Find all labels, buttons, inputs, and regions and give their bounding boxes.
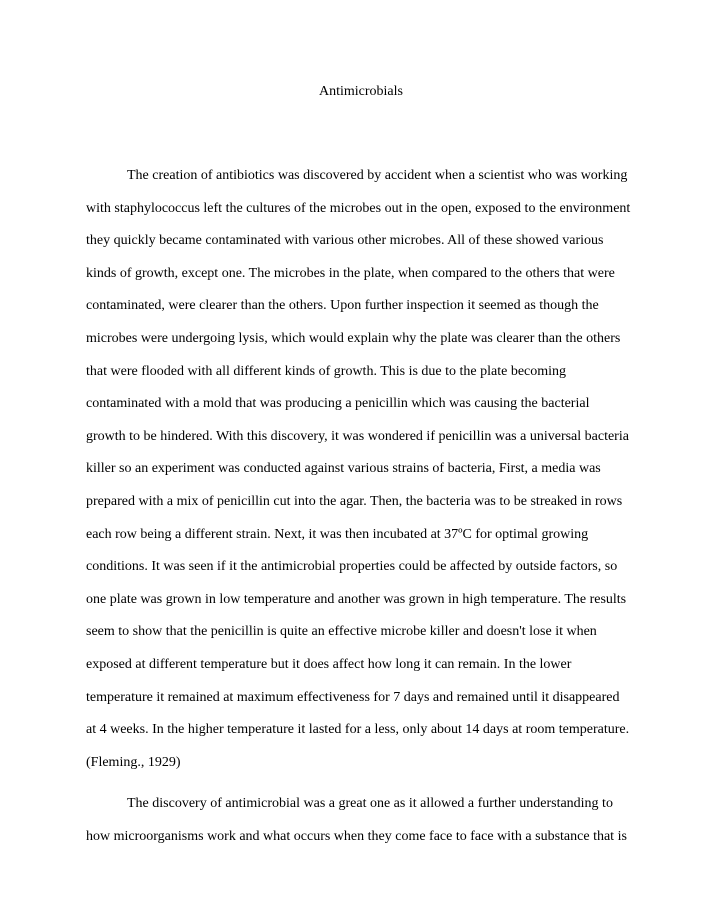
paragraph-line: how microorganisms work and what occurs when they come face to face with a substance that is <box>86 828 627 844</box>
paragraph-line: The discovery of antimicrobial was a great one as it allowed a further understanding to <box>127 796 613 811</box>
paragraph-line: that were flooded with all different kinds of growth. This is due to the plate becoming <box>86 363 567 379</box>
paragraph-line: kinds of growth, except one. The microbes in the plate, when compared to the others that were <box>86 265 615 281</box>
paragraph-line: prepared with a mix of penicillin cut into the agar. Then, the bacteria was to be streaked in rows <box>86 493 623 509</box>
paragraph-line: growth to be hindered. With this discovery, it was wondered if penicillin was a universal bacteria <box>86 428 629 444</box>
paragraph-line: seem to show that the penicillin is quite an effective microbe killer and doesn't lose it when <box>86 624 597 640</box>
paragraph-line: contaminated with a mold that was producing a penicillin which was causing the bacterial <box>86 396 590 412</box>
paragraph-line: The creation of antibiotics was discovered by accident when a scientist who was working <box>127 168 628 183</box>
paragraph-line: contaminated, were clearer than the others. Upon further inspection it seemed as though the <box>86 298 599 314</box>
paragraph-line: exposed at different temperature but it does affect how long it can remain. In the lower <box>86 656 572 672</box>
paragraph-line: each row being a different strain. Next, it was then incubated at 37ºC for optimal growing <box>86 526 589 542</box>
paragraph-line: microbes were undergoing lysis, which would explain why the plate was clearer than the others <box>86 330 621 346</box>
paragraph-line: temperature it remained at maximum effectiveness for 7 days and remained until it disappeared <box>86 689 620 705</box>
document-title: Antimicrobials <box>319 84 403 99</box>
paragraph-line: they quickly became contaminated with various other microbes. All of these showed various <box>86 233 604 249</box>
paragraph-line: with staphylococcus left the cultures of the microbes out in the open, exposed to the environment <box>86 200 631 216</box>
paragraph-2 <box>86 794 646 860</box>
paragraph-line: conditions. It was seen if it the antimicrobial properties could be affected by outside factors, so <box>86 559 618 575</box>
paragraph-1 <box>86 166 646 785</box>
citation-line: (Fleming., 1929) <box>86 754 181 770</box>
paragraph-line: at 4 weeks. In the higher temperature it lasted for a less, only about 14 days at room temperature. <box>86 722 630 738</box>
paragraph-line: killer so an experiment was conducted against various strains of bacteria, First, a media was <box>86 461 601 477</box>
paragraph-line: one plate was grown in low temperature and another was grown in high temperature. The results <box>86 591 627 607</box>
